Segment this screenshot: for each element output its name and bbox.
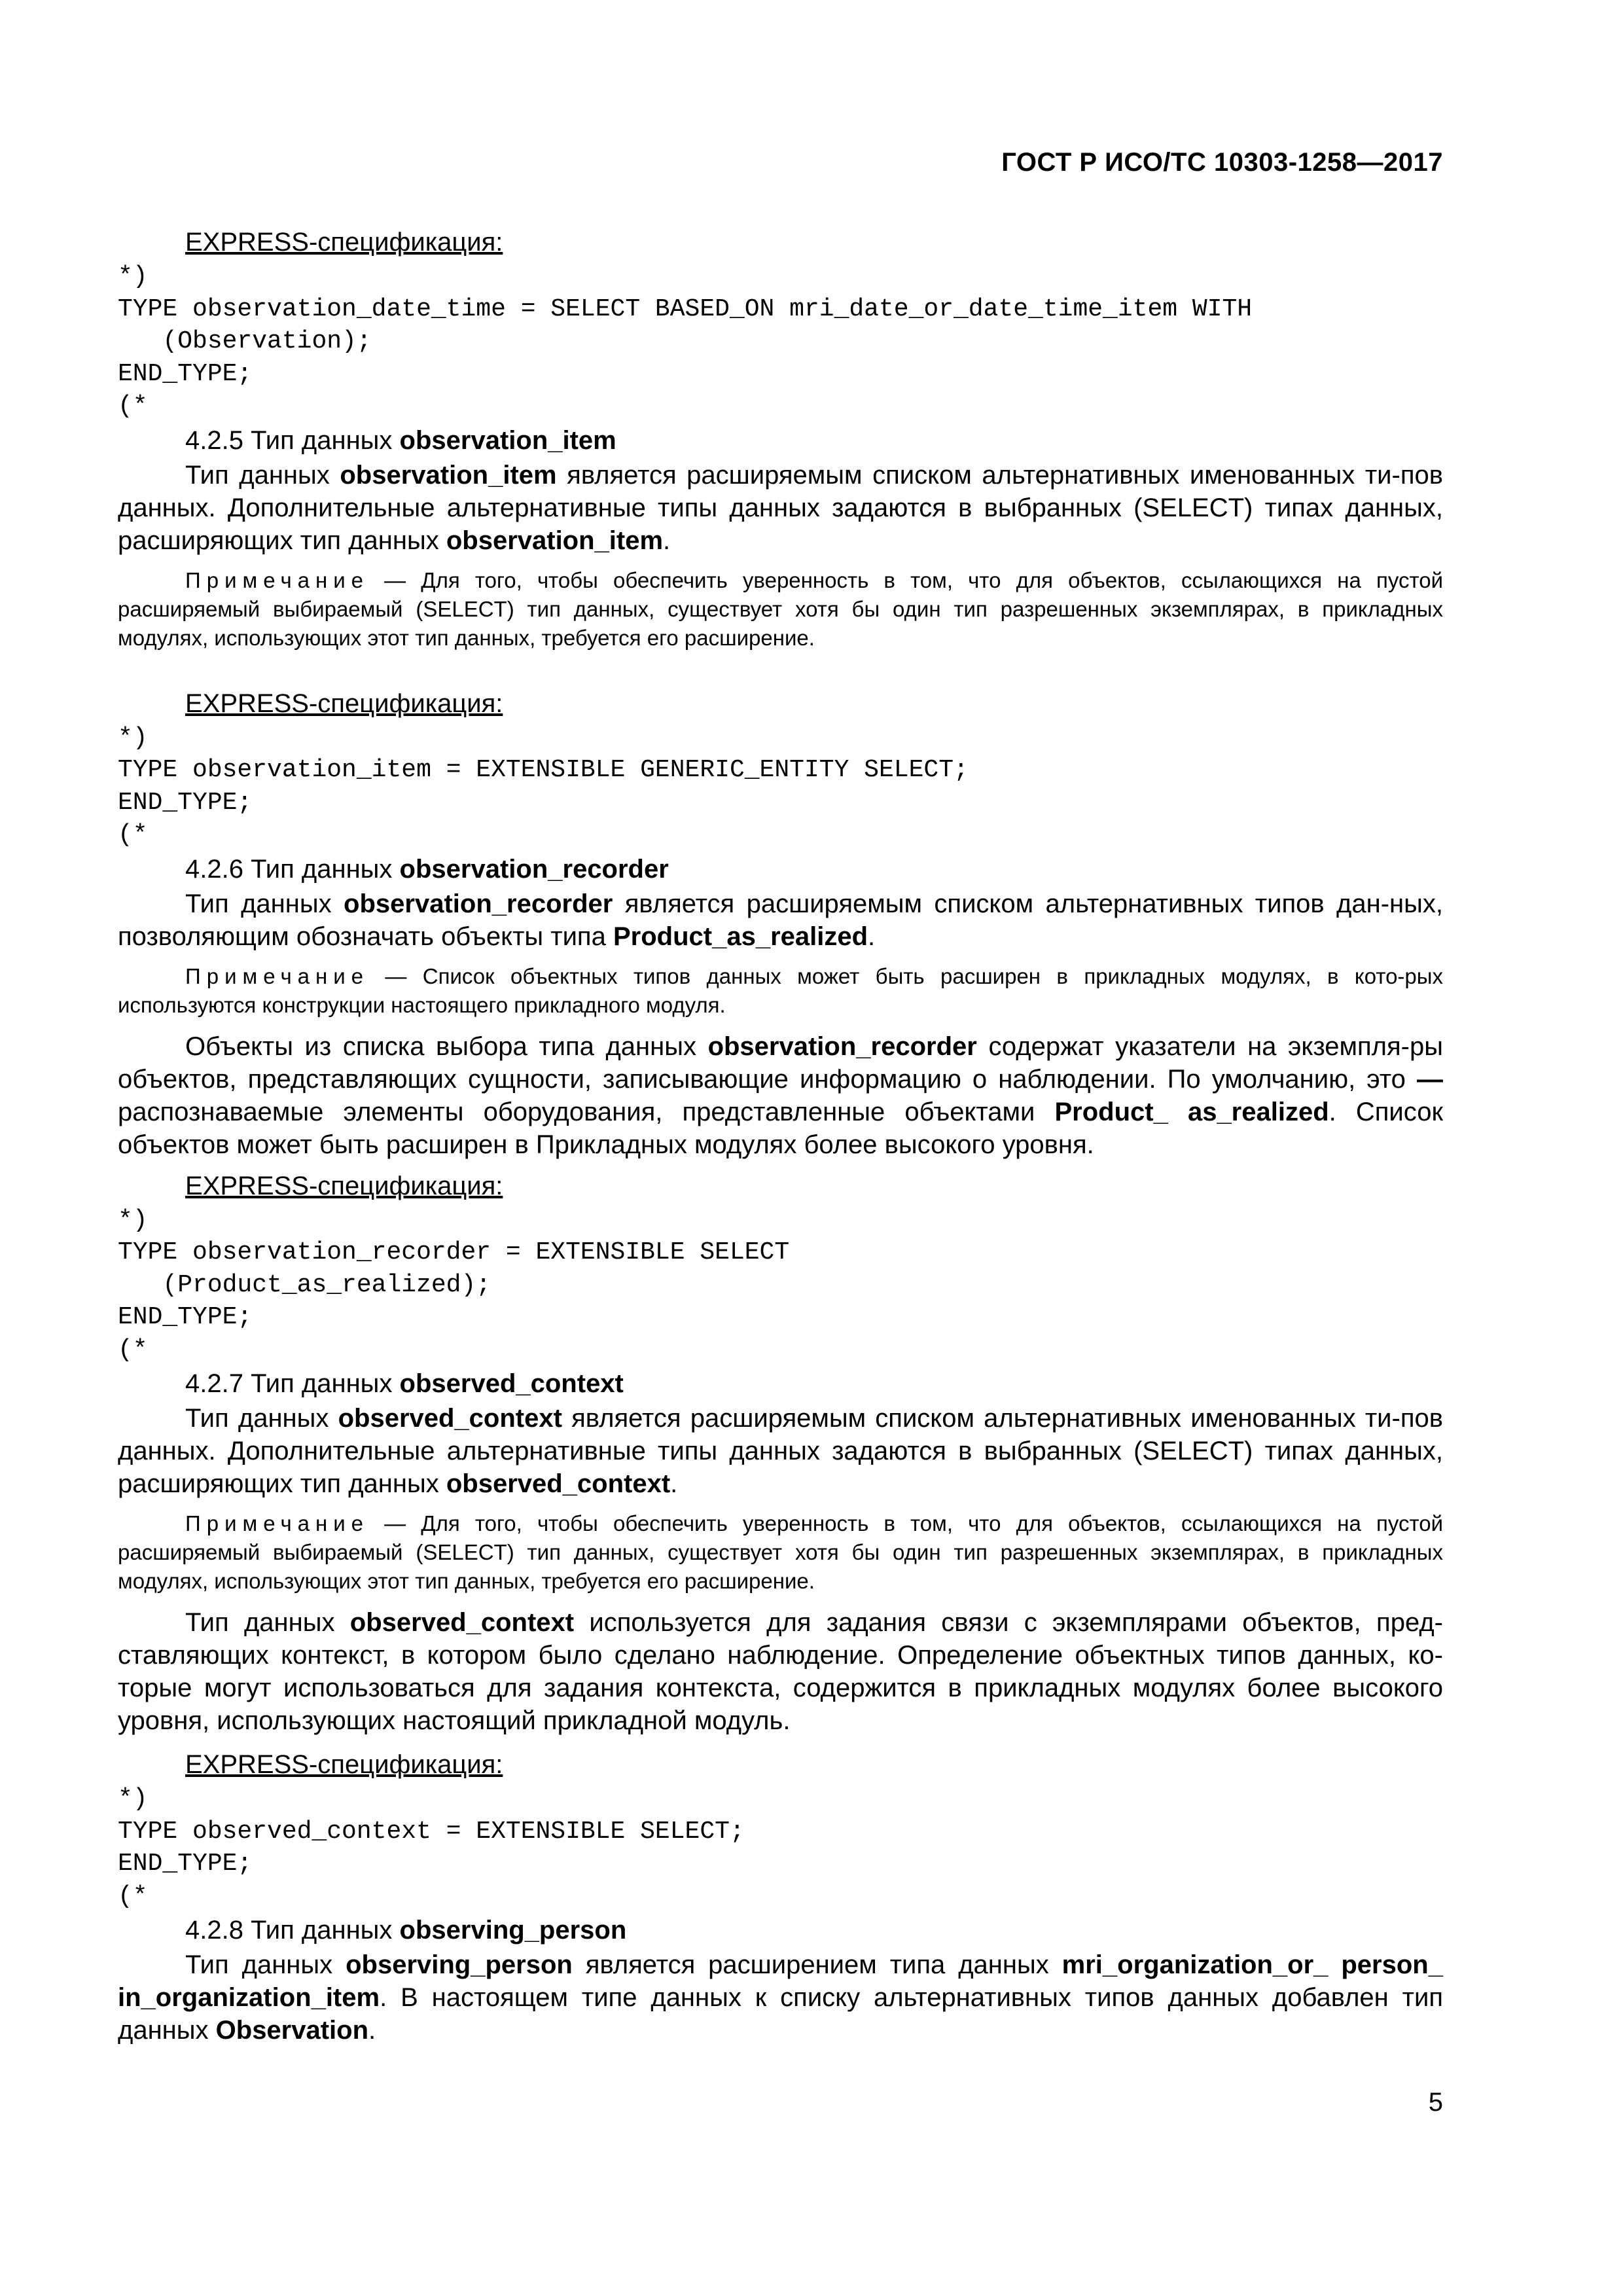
section-4-2-6-paragraph-1: Тип данных observation_recorder является расширяемым списком альтернативных типов дан-ных, позволяющим обозначать объекты типа Product_as_realized.: [118, 889, 1443, 951]
code-line: (*: [118, 1335, 148, 1364]
code-line: (Product_as_realized);: [118, 1270, 491, 1299]
section-4-2-5-paragraph: Тип данных observation_item является расширяемым списком альтернативных именованных ти-пов данных. Дополнительные альтернативные типы данных задаются в выбранных (SELECT) типах данных, расширяющих тип данных observation_item.: [118, 460, 1443, 555]
code-line: *): [118, 262, 148, 291]
section-heading-4-2-7: 4.2.7 Тип данных observed_context: [185, 1369, 624, 1398]
code-line: END_TYPE;: [118, 1303, 253, 1331]
document-code-header: ГОСТ Р ИСО/ТС 10303-1258—2017: [1001, 148, 1443, 177]
express-spec-label: EXPRESS-спецификация:: [185, 228, 503, 257]
code-line: (*: [118, 392, 148, 420]
section-4-2-7-paragraph-2: Тип данных observed_context используется для задания связи с экземплярами объектов, пред-ставляющих контекст, в котором было сделано наблюдение. Определение объектных типов данных, ко-торые могут использоваться для задания контекста, содержится в прикладных модулях более высокого уровня, использующих настоящий прикладной модуль.: [118, 1608, 1443, 1735]
express-spec-label: EXPRESS-спецификация:: [185, 1171, 503, 1200]
section-4-2-5-note: Примечание — Для того, чтобы обеспечить уверенность в том, что для объектов, ссылающихся на пустой расширяемый выбираемый (SELECT) тип данных, существует хотя бы один тип разрешенных экземплярах, в прикладных модулях, использующих этот тип данных, требуется его расширение.: [118, 567, 1443, 650]
page-content: [118, 224, 1443, 2047]
code-line: TYPE observation_date_time = SELECT BASED_ON mri_date_or_date_time_item WITH: [118, 295, 1253, 323]
express-spec-label: EXPRESS-спецификация:: [185, 689, 503, 718]
code-line: *): [118, 1206, 148, 1234]
code-line: TYPE observation_recorder = EXTENSIBLE SELECT: [118, 1238, 790, 1266]
code-line: (*: [118, 1882, 148, 1910]
code-line: *): [118, 1785, 148, 1813]
section-heading-4-2-5: 4.2.5 Тип данных observation_item: [185, 425, 616, 455]
section-4-2-8-paragraph: Тип данных observing_person является расширением типа данных mri_organization_or_ person_ in_organization_item. В настоящем типе данных к списку альтернативных типов данных добавлен тип данных Observation.: [118, 1950, 1443, 2045]
page-number: 5: [1428, 2088, 1443, 2117]
code-block-observation-recorder: [118, 1204, 1443, 1367]
express-spec-label: EXPRESS-спецификация:: [185, 1750, 503, 1779]
section-4-2-6-note: Примечание — Список объектных типов данных может быть расширен в прикладных модулях, в кото-рых используются конструкции настоящего прикладного модуля.: [118, 963, 1443, 1017]
code-line: TYPE observed_context = EXTENSIBLE SELECT;: [118, 1817, 745, 1846]
code-line: *): [118, 723, 148, 752]
section-4-2-7-paragraph-1: Тип данных observed_context является расширяемым списком альтернативных именованных ти-пов данных. Дополнительные альтернативные типы данных задаются в выбранных (SELECT) типах данных, расширяющих тип данных observed_context.: [118, 1404, 1443, 1498]
code-line: END_TYPE;: [118, 788, 253, 817]
section-heading-4-2-6: 4.2.6 Тип данных observation_recorder: [185, 854, 669, 884]
code-block-observation-date-time: [118, 260, 1443, 423]
code-line: (*: [118, 821, 148, 849]
section-4-2-6-paragraph-2: Объекты из списка выбора типа данных observation_recorder содержат указатели на экземпля-ры объектов, представляющих сущности, записывающие информацию о наблюдении. По умолчанию, это — распознаваемые элементы оборудования, представленные объектами Product_ as_realized. Список объектов может быть расширен в Прикладных модулях более высокого уровня.: [118, 1031, 1444, 1159]
code-block-observed-context: [118, 1783, 1443, 1912]
code-line: (Observation);: [118, 327, 372, 355]
code-line: END_TYPE;: [118, 1850, 253, 1878]
section-heading-4-2-8: 4.2.8 Тип данных observing_person: [185, 1916, 627, 1945]
section-4-2-7-note: Примечание — Для того, чтобы обеспечить уверенность в том, что для объектов, ссылающихся на пустой расширяемый выбираемый (SELECT) тип данных, существует хотя бы один тип разрешенных экземплярах, в прикладных модулях, использующих этот тип данных, требуется его расширение.: [118, 1511, 1443, 1593]
code-line: TYPE observation_item = EXTENSIBLE GENERIC_ENTITY SELECT;: [118, 756, 969, 784]
code-block-observation-item: [118, 722, 1443, 852]
code-line: END_TYPE;: [118, 359, 253, 388]
